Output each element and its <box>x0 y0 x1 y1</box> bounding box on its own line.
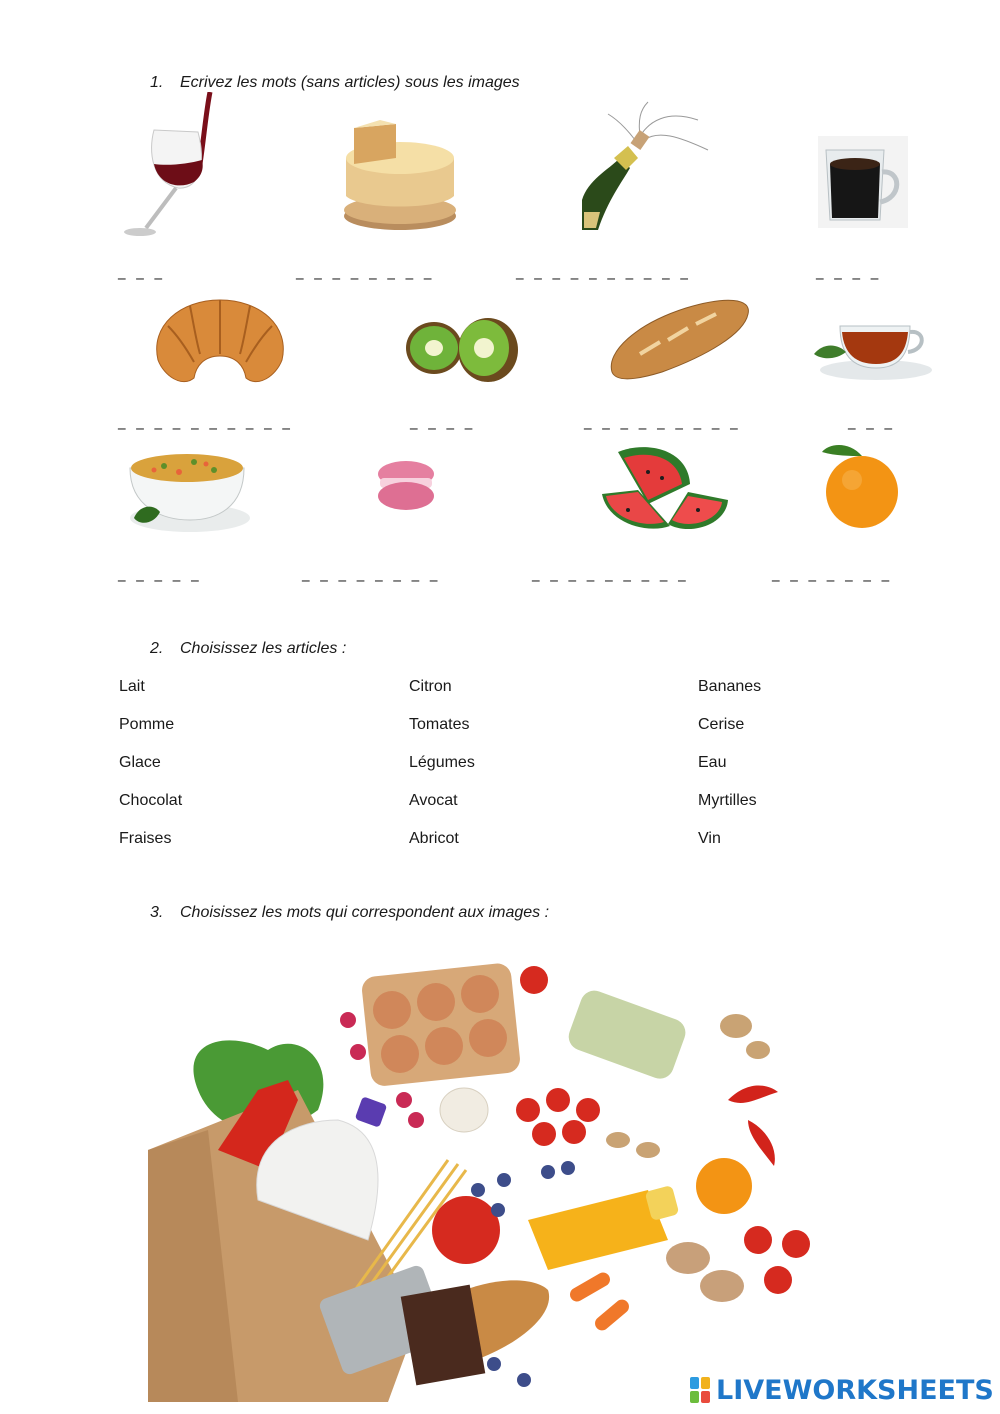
orange-image <box>818 440 904 532</box>
section-2-number: 2. <box>150 640 164 657</box>
blank-5[interactable]: _ _ _ _ _ _ _ _ _ _ <box>118 412 293 430</box>
word-col2-1[interactable]: Citron <box>409 678 452 695</box>
wine-glass-image <box>118 92 218 242</box>
section-1-title <box>150 74 520 92</box>
blank-12[interactable]: _ _ _ _ _ _ _ <box>772 564 893 582</box>
word-col1-3[interactable]: Glace <box>119 754 161 771</box>
coffee-cup-image <box>818 136 908 228</box>
section-1-text: Ecrivez les mots (sans articles) sous les images <box>180 74 520 91</box>
word-col3-1[interactable]: Bananes <box>698 678 762 695</box>
tea-cup-image <box>810 310 934 384</box>
word-col3-4[interactable]: Myrtilles <box>698 792 757 809</box>
croissant-image <box>150 296 290 390</box>
word-col2-2[interactable]: Tomates <box>409 716 470 733</box>
logo-icon <box>690 1377 712 1403</box>
blank-6[interactable]: _ _ _ _ <box>410 412 476 430</box>
section-2-title <box>150 640 346 658</box>
word-col3-2[interactable]: Cerise <box>698 716 745 733</box>
kiwi-image <box>404 314 520 384</box>
groceries-bag-image <box>148 940 848 1402</box>
soup-bowl-image <box>124 448 254 534</box>
word-col2-4[interactable]: Avocat <box>409 792 458 809</box>
word-col1-2[interactable]: Pomme <box>119 716 175 733</box>
watermelon-image <box>598 444 732 536</box>
blank-4[interactable]: _ _ _ _ <box>816 262 882 280</box>
blank-7[interactable]: _ _ _ _ _ _ _ _ _ <box>584 412 741 430</box>
word-col3-3[interactable]: Eau <box>698 754 727 771</box>
word-col2-3[interactable]: Légumes <box>409 754 475 771</box>
word-col1-4[interactable]: Chocolat <box>119 792 183 809</box>
baguette-image <box>606 294 752 382</box>
word-col1-5[interactable]: Fraises <box>119 830 172 847</box>
logo-text: LIVEWORKSHEETS <box>716 1374 994 1406</box>
champagne-image <box>578 100 713 235</box>
blank-9[interactable]: _ _ _ _ _ <box>118 564 202 582</box>
section-3-number: 3. <box>150 904 164 921</box>
blank-2[interactable]: _ _ _ _ _ _ _ _ <box>296 262 435 280</box>
blank-3[interactable]: _ _ _ _ _ _ _ _ _ _ <box>516 262 691 280</box>
liveworksheets-logo <box>690 1374 994 1406</box>
macaron-image <box>376 460 438 512</box>
section-3-title <box>150 904 549 922</box>
section-1-number: 1. <box>150 74 164 91</box>
word-col1-1[interactable]: Lait <box>119 678 145 695</box>
section-3-text: Choisissez les mots qui correspondent aux images : <box>180 904 550 921</box>
blank-10[interactable]: _ _ _ _ _ _ _ _ <box>302 564 441 582</box>
cheese-image <box>340 118 460 233</box>
blank-8[interactable]: _ _ _ <box>848 412 896 430</box>
section-2-text: Choisissez les articles : <box>180 640 347 657</box>
word-col3-5[interactable]: Vin <box>698 830 721 847</box>
blank-1[interactable]: _ _ _ <box>118 262 166 280</box>
blank-11[interactable]: _ _ _ _ _ _ _ _ _ <box>532 564 689 582</box>
word-col2-5[interactable]: Abricot <box>409 830 459 847</box>
